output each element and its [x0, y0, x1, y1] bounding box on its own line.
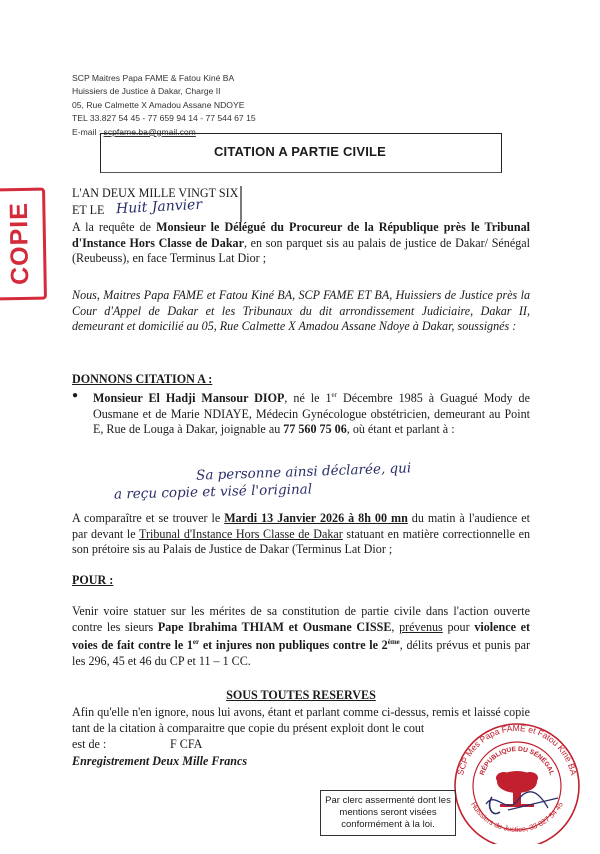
seal-inner-text: RÉPUBLIQUE DU SÉNÉGAL	[478, 745, 556, 777]
handwritten-date: Huit Janvier	[115, 196, 203, 218]
handwritten-notice-line2: a reçu copie et visé l'original	[113, 481, 313, 503]
letterhead-line: SCP Maitres Papa FAME & Fatou Kiné BA	[72, 73, 235, 83]
email-link[interactable]: scpfame.ba@gmail.com	[103, 126, 196, 137]
pour-heading: POUR :	[72, 573, 114, 587]
copie-stamp-text: COPIE	[4, 201, 35, 286]
letterhead-line: Huissiers de Justice à Dakar, Charge II	[72, 86, 221, 97]
letterhead-line: 05, Rue Calmette X Amadou Assane NDOYE	[72, 99, 245, 110]
cited-party-paragraph: Monsieur El Hadji Mansour DIOP, né le 1er Décembre 1985 à Guagué Mody de Ousmane et de Marie NDIAYE, Médecin Gynécologue obstétricien, demeurant au Point E, Rue de Louga à Dakar, joignable au 77 560 75 06, où étant et parlant à :	[93, 391, 530, 437]
donnons-citation-heading: DONNONS CITATION A :	[72, 372, 213, 386]
date-line-year: L'AN DEUX MILLE VINGT SIX	[72, 186, 239, 200]
seal-outer-bottom-text: Huissiers de Justice, 33 827 54 45	[469, 800, 565, 834]
letterhead-email: E-mail : scpfame.ba@gmail.com	[72, 126, 196, 137]
letterhead-phones: TEL 33.827 54 45 - 77 659 94 14 - 77 544 67 15	[72, 113, 256, 124]
document-title: CITATION A PARTIE CIVILE	[213, 144, 387, 159]
seal-outer-top-text: SCP Mes Papa FAME et Fatou Kiné BA	[455, 722, 579, 777]
appearance-paragraph: A comparaître et se trouver le Mardi 13 Janvier 2026 à 8h 00 mn du matin à l'audience et par devant le Tribunal d'Instance Hors Classe de Dakar statuant en matière correctionnelle en son prétoire sis au Palais de Justice de Dakar (Terminus Lat Dior ;	[72, 511, 531, 557]
clerk-notice-box: Par clerc assermenté dont les mentions seront visées conformément à la loi.	[320, 790, 456, 836]
closing-paragraph: Afin qu'elle n'en ignore, nous lui avons, étant et parlant comme ci-dessus, remis et laissé copie tant de la citation à comparaitre que copie du présent exploit dont le cout	[72, 705, 530, 735]
requete-paragraph: A la requête de Monsieur le Délégué du Procureur de la République près le Tribunal d'Instance Hors Classe de Dakar, en son parquet sis au palais de justice de Dakar/ Sénégal (Reubeuss), en face Terminus Lat Dior ;	[72, 220, 531, 266]
registration-fee: Enregistrement Deux Mille Francs	[72, 754, 248, 768]
reserves-heading: SOUS TOUTES RESERVES	[226, 688, 376, 702]
cost-unit: F CFA	[170, 737, 203, 751]
pour-paragraph: Venir voire statuer sur les mérites de sa constitution de partie civile dans l'action ouverte contre les sieurs Pape Ibrahima THIAM et Ousmane CISSE, prévenus pour violence et voies de fait contre le 1er et injures non publiques contre le 2ème, délits prévus et punis par les 296, 45 et 46 du CP et 11 – 1 CC.	[72, 604, 531, 668]
date-line-day: ET LE	[72, 203, 105, 217]
bullet-icon: ●	[72, 390, 79, 401]
cost-label: est de :	[72, 737, 107, 751]
handwritten-notice-line1: Sa personne ainsi déclarée, qui	[195, 460, 412, 484]
huissiers-paragraph: Nous, Maitres Papa FAME et Fatou Kiné BA, SCP FAME ET BA, Huissiers de Justice près la Cour d'Appel de Dakar et les Tribunaux du dit arrondissement Judiciaire, Dakar II, demeurant et domicilié au 05, Rue Calmette X Amadou Assane Ndoye à Dakar, soussignés :	[72, 288, 530, 334]
